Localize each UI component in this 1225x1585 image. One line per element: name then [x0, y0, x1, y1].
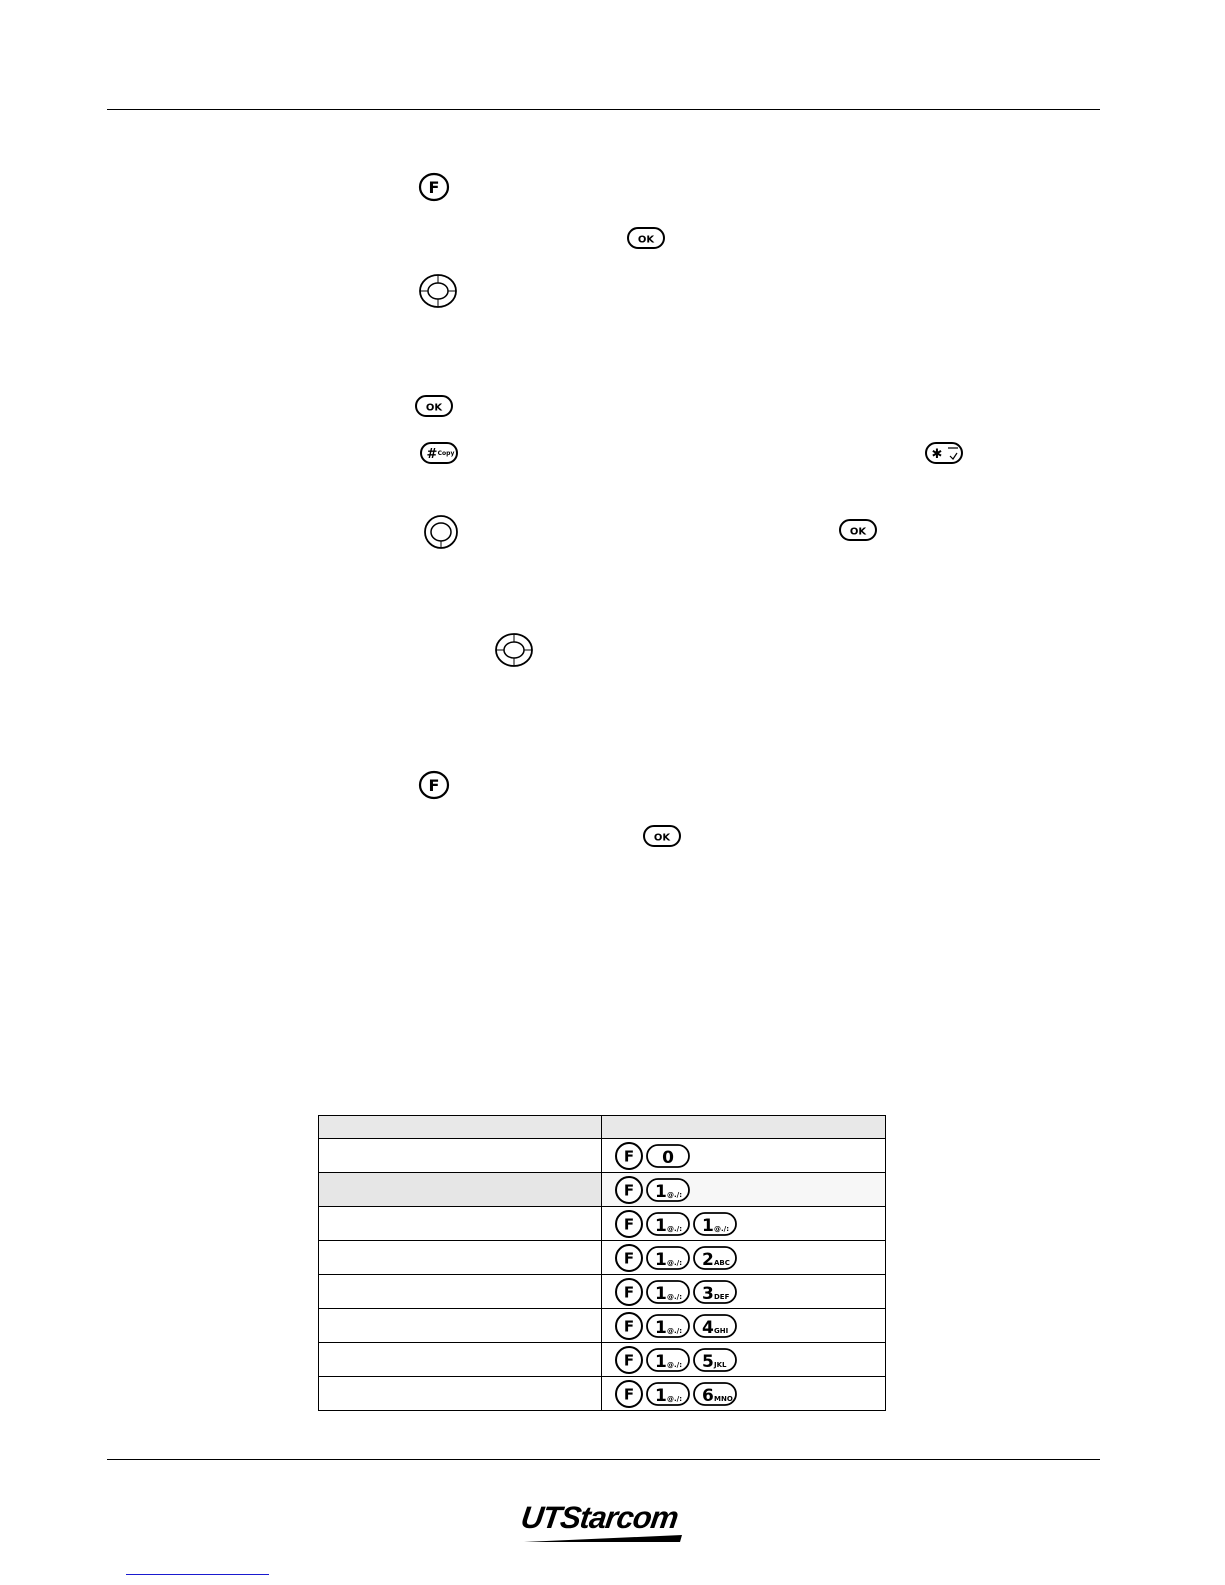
- star-key-icon: [924, 441, 964, 465]
- key-sequence-cell: [602, 1343, 886, 1377]
- function-key-icon: [614, 1175, 644, 1205]
- utstarcom-logo: [522, 1498, 692, 1551]
- key-sequence-cell: [602, 1173, 886, 1207]
- svg-text:0: 0: [662, 1147, 674, 1168]
- svg-text:F: F: [623, 1215, 635, 1233]
- function-column-header: [319, 1116, 602, 1139]
- svg-text:#: #: [426, 447, 438, 462]
- function-key-icon: [418, 770, 452, 800]
- svg-text:OK: OK: [653, 832, 671, 844]
- svg-text:F: F: [623, 1317, 635, 1335]
- svg-text:1: 1: [655, 1283, 667, 1304]
- key-sequence-cell: [602, 1241, 886, 1275]
- svg-text:F: F: [428, 776, 440, 795]
- svg-text:OK: OK: [425, 402, 443, 414]
- svg-text:4: 4: [702, 1317, 714, 1338]
- function-key-icon: [614, 1277, 644, 1307]
- number-key-0-icon: [645, 1142, 691, 1170]
- table-row: [319, 1275, 886, 1309]
- table-row: [319, 1173, 886, 1207]
- keys-column-header: [602, 1116, 886, 1139]
- number-key-1-icon: [645, 1210, 691, 1238]
- function-cell: [319, 1139, 602, 1173]
- ok-key-icon: [626, 226, 666, 250]
- svg-text:1: 1: [655, 1351, 667, 1372]
- number-key-1-icon: [645, 1244, 691, 1272]
- function-cell: [319, 1343, 602, 1377]
- svg-text:F: F: [623, 1249, 635, 1267]
- table-row: [319, 1309, 886, 1343]
- navigation-up-key-icon: [423, 514, 463, 550]
- table-header-row: [319, 1116, 886, 1139]
- function-key-icon: [614, 1209, 644, 1239]
- table-row: [319, 1241, 886, 1275]
- svg-text:MNO: MNO: [714, 1394, 733, 1403]
- footer-rule: [107, 1459, 1100, 1460]
- number-key-1-icon: [645, 1346, 691, 1374]
- svg-text:2: 2: [702, 1249, 714, 1270]
- key-sequence-cell: [602, 1309, 886, 1343]
- key-sequence-cell: [602, 1275, 886, 1309]
- svg-text:Copy: Copy: [437, 450, 455, 457]
- number-key-6-icon: [692, 1380, 738, 1408]
- svg-text:5: 5: [702, 1351, 714, 1372]
- svg-text:@./:: @./:: [667, 1326, 683, 1335]
- hash-copy-key-icon: [419, 441, 459, 465]
- function-cell: [319, 1275, 602, 1309]
- ok-key-icon: [642, 824, 682, 848]
- svg-text:F: F: [623, 1351, 635, 1369]
- shortcut-table: [318, 1115, 886, 1411]
- function-cell: [319, 1377, 602, 1411]
- svg-text:3: 3: [702, 1283, 714, 1304]
- svg-text:@./:: @./:: [667, 1190, 683, 1199]
- header-rule: [107, 109, 1100, 110]
- svg-text:OK: OK: [637, 234, 655, 246]
- table-row: [319, 1343, 886, 1377]
- number-key-5-icon: [692, 1346, 738, 1374]
- function-cell: [319, 1309, 602, 1343]
- number-key-1-icon: [692, 1210, 738, 1238]
- svg-text:6: 6: [702, 1385, 714, 1406]
- svg-text:@./:: @./:: [714, 1224, 730, 1233]
- function-key-icon: [418, 172, 452, 202]
- ok-key-icon: [414, 394, 454, 418]
- svg-text:1: 1: [655, 1249, 667, 1270]
- svg-text:DEF: DEF: [714, 1292, 730, 1301]
- svg-text:@./:: @./:: [667, 1292, 683, 1301]
- function-cell: [319, 1207, 602, 1241]
- navigation-key-icon: [494, 632, 534, 668]
- number-key-4-icon: [692, 1312, 738, 1340]
- table-row: [319, 1207, 886, 1241]
- svg-text:OK: OK: [849, 526, 867, 538]
- svg-text:1: 1: [655, 1385, 667, 1406]
- svg-text:F: F: [623, 1147, 635, 1165]
- svg-text:@./:: @./:: [667, 1394, 683, 1403]
- number-key-1-icon: [645, 1312, 691, 1340]
- number-key-1-icon: [645, 1380, 691, 1408]
- footer-link[interactable]: [126, 1562, 269, 1575]
- table-row: [319, 1139, 886, 1173]
- svg-text:UTStarcom: UTStarcom: [522, 1500, 681, 1535]
- svg-text:✱: ✱: [931, 447, 943, 462]
- svg-text:1: 1: [655, 1215, 667, 1236]
- key-sequence-cell: [602, 1139, 886, 1173]
- function-cell: [319, 1173, 602, 1207]
- svg-text:1: 1: [655, 1317, 667, 1338]
- function-key-icon: [614, 1243, 644, 1273]
- svg-text:JKL: JKL: [714, 1360, 727, 1369]
- svg-text:F: F: [623, 1181, 635, 1199]
- number-key-1-icon: [645, 1278, 691, 1306]
- ok-key-icon: [838, 518, 878, 542]
- function-key-icon: [614, 1141, 644, 1171]
- svg-text:F: F: [623, 1283, 635, 1301]
- svg-text:1: 1: [702, 1215, 714, 1236]
- svg-text:@./:: @./:: [667, 1360, 683, 1369]
- function-key-icon: [614, 1311, 644, 1341]
- function-key-icon: [614, 1379, 644, 1409]
- number-key-3-icon: [692, 1278, 738, 1306]
- key-sequence-cell: [602, 1207, 886, 1241]
- number-key-1-icon: [645, 1176, 691, 1204]
- svg-text:F: F: [428, 178, 440, 197]
- svg-text:@./:: @./:: [667, 1258, 683, 1267]
- svg-text:1: 1: [655, 1181, 667, 1202]
- svg-text:GHI: GHI: [714, 1326, 729, 1335]
- function-key-icon: [614, 1345, 644, 1375]
- svg-text:@./:: @./:: [667, 1224, 683, 1233]
- function-cell: [319, 1241, 602, 1275]
- svg-text:F: F: [623, 1385, 635, 1403]
- number-key-2-icon: [692, 1244, 738, 1272]
- key-sequence-cell: [602, 1377, 886, 1411]
- svg-text:ABC: ABC: [714, 1258, 730, 1267]
- table-row: [319, 1377, 886, 1411]
- navigation-key-icon: [418, 273, 458, 309]
